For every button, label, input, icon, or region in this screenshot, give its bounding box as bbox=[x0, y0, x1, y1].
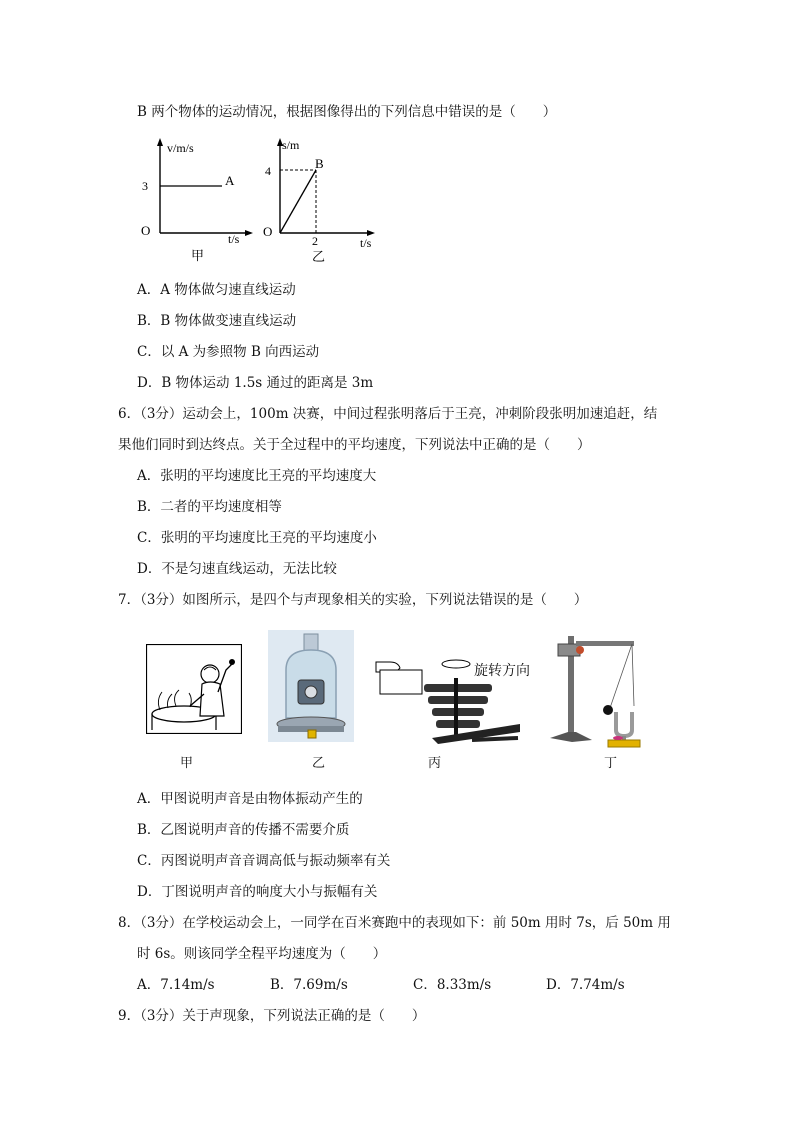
figure-ding-caption: 丁 bbox=[604, 755, 618, 770]
graph-b-point-label: B bbox=[315, 156, 324, 171]
rotation-direction-label: 旋转方向 bbox=[474, 663, 530, 679]
q6-stem-line1: 6．（3分）运动会上，100m 决赛，中间过程张明落后于王亮，冲刺阶段张明加速追赶，结 bbox=[118, 406, 658, 422]
graph-a-line-label: A bbox=[225, 173, 235, 188]
q8-stem-line2: 时 6s。则该同学全程平均速度为（ ） bbox=[137, 946, 387, 962]
q7-option-d: D．丁图说明声音的响度大小与振幅有关 bbox=[137, 884, 378, 900]
q6-stem-line2: 果他们同时到达终点。关于全过程中的平均速度，下列说法中正确的是（ ） bbox=[118, 437, 591, 453]
q6-option-d: D．不是匀速直线运动，无法比较 bbox=[137, 561, 337, 577]
q5-option-b: B．B 物体做变速直线运动 bbox=[137, 313, 297, 329]
q7-option-a: A．甲图说明声音是由物体振动产生的 bbox=[137, 791, 363, 807]
q7-stem: 7．（3分）如图所示，是四个与声现象相关的实验，下列说法错误的是（ ） bbox=[118, 592, 588, 608]
graph-b-xlabel: t/s bbox=[360, 236, 372, 250]
graph-b-ylabel: s/m bbox=[282, 138, 300, 152]
graph-b-ytick: 4 bbox=[265, 164, 271, 178]
figure-jia-drum bbox=[146, 644, 242, 734]
q8-option-c: C．8.33m/s bbox=[413, 977, 492, 993]
q7-option-b: B．乙图说明声音的传播不需要介质 bbox=[137, 822, 350, 838]
q6-option-a: A．张明的平均速度比王亮的平均速度大 bbox=[137, 468, 377, 484]
graph-b-caption: 乙 bbox=[312, 249, 326, 264]
graph-a-caption: 甲 bbox=[191, 248, 205, 263]
q9-stem: 9．（3分）关于声现象，下列说法正确的是（ ） bbox=[118, 1008, 426, 1024]
q6-option-c: C．张明的平均速度比王亮的平均速度小 bbox=[137, 530, 377, 546]
q5-option-a: A．A 物体做匀速直线运动 bbox=[137, 282, 296, 298]
graph-b-xtick: 2 bbox=[312, 234, 318, 248]
figure-ding-tuning-fork bbox=[546, 632, 642, 750]
q6-option-b: B．二者的平均速度相等 bbox=[137, 499, 282, 515]
q8-option-b: B．7.69m/s bbox=[270, 977, 348, 993]
graph-displacement-time bbox=[260, 135, 390, 265]
graph-a-origin: O bbox=[141, 223, 151, 238]
q5-option-d: D．B 物体运动 1.5s 通过的距离是 3m bbox=[137, 375, 374, 391]
q8-stem-line1: 8．（3分）在学校运动会上，一同学在百米赛跑中的表现如下：前 50m 用时 7s，后 50m 用 bbox=[118, 915, 671, 931]
figure-jia-caption: 甲 bbox=[180, 755, 194, 770]
figure-yi-bell-jar bbox=[268, 630, 354, 742]
graph-a-xlabel: t/s bbox=[228, 232, 240, 246]
q8-option-a: A．7.14m/s bbox=[137, 977, 215, 993]
q5-option-c: C．以 A 为参照物 B 向西运动 bbox=[137, 344, 320, 360]
q8-option-d: D．7.74m/s bbox=[546, 977, 625, 993]
q5-stem-continuation: B 两个物体的运动情况，根据图像得出的下列信息中错误的是（ ） bbox=[137, 104, 557, 120]
graph-velocity-time bbox=[130, 135, 260, 265]
figure-yi-caption: 乙 bbox=[312, 755, 326, 770]
graph-a-ylabel: v/m/s bbox=[167, 141, 194, 155]
figure-bing-caption: 丙 bbox=[428, 755, 442, 770]
graph-a-ytick: 3 bbox=[142, 179, 148, 193]
q7-option-c: C．丙图说明声音音调高低与振动频率有关 bbox=[137, 853, 391, 869]
graph-b-origin: O bbox=[263, 224, 273, 239]
